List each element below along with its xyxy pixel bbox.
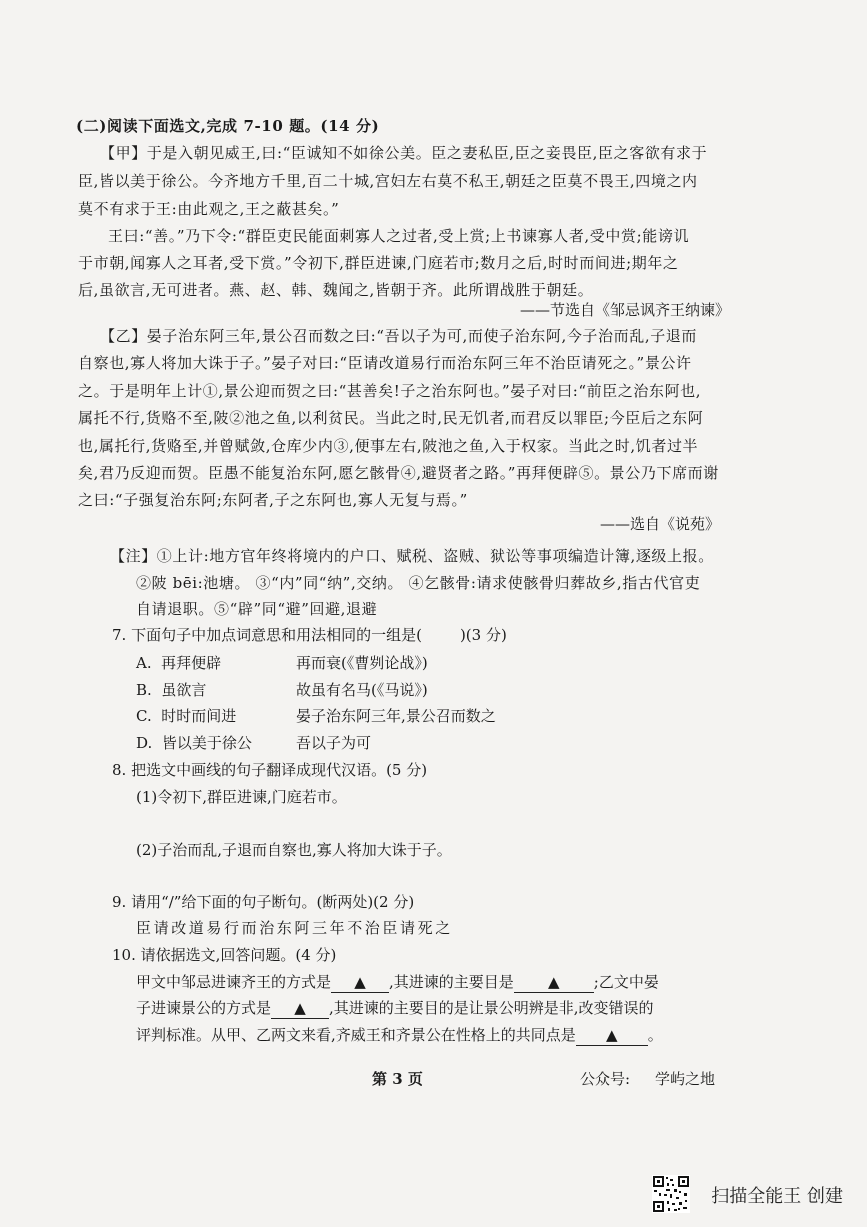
q7-option-c <box>136 706 236 726</box>
jia-source: ——节选自《邹忌讽齐王纳谏》 <box>520 301 731 319</box>
yi-line-3: 之。于是明年上计①,景公迎而贺之曰:“甚善矣!子之治东阿也。”晏子对曰:“前臣之治东阿也, <box>78 382 702 400</box>
q10-line-2 <box>136 998 654 1019</box>
option-left-text: 虽欲言 <box>161 681 207 699</box>
public-account-name: 学屿之地 <box>655 1070 716 1088</box>
q10-line-3 <box>136 1025 663 1046</box>
yi-line-4: 属托不行,货赂不至,陂②池之鱼,以利贫民。当此之时,民无饥者,而君反以罪臣;今臣后之东阿 <box>78 409 704 427</box>
option-left-text: 皆以美于徐公 <box>161 734 252 752</box>
q7-option-c-right: 晏子治东阿三年,景公召而数之 <box>296 707 496 725</box>
jia-line-2: 臣,皆以美于徐公。今齐地方千里,百二十城,宫妇左右莫不私王,朝廷之臣莫不畏王,四境之内 <box>78 172 698 190</box>
qr-code-icon <box>652 1175 690 1213</box>
jia-line-6: 后,虽欲言,无可进者。燕、赵、韩、魏闻之,皆朝于齐。此所谓战胜于朝廷。 <box>78 281 594 299</box>
jia-line-3: 莫不有求于王:由此观之,王之蔽甚矣。” <box>78 200 340 218</box>
yi-line-7: 之曰:“子强复治东阿;东阿者,子之东阿也,寡人无复与焉。” <box>78 491 468 509</box>
yi-line-5: 也,属托行,货赂至,并曾赋敛,仓库少内③,便事左右,陂池之鱼,入于权家。当此之时,饥者过半 <box>78 437 699 455</box>
q7-stem <box>112 625 507 645</box>
q10-text: 。 <box>647 1026 663 1044</box>
q8-sentence-1: (1)令初下,群臣进谏,门庭若市。 <box>136 788 347 806</box>
q7-stem-text: 7. 下面句子中加点词意思和用法相同的一组是( <box>112 626 422 644</box>
yi-source: ——选自《说苑》 <box>599 515 720 533</box>
section-heading: (二)阅读下面选文,完成 7-10 题。(14 分) <box>76 117 380 135</box>
jia-line-5: 于市朝,闻寡人之耳者,受下赏。”令初下,群臣进谏,门庭若市;数月之后,时时而间进;期年之 <box>78 254 679 272</box>
option-left-text: 时时而间进 <box>161 707 237 725</box>
option-left-text: 再拜便辟 <box>161 654 222 672</box>
scanner-watermark-text: 扫描全能王 创建 <box>711 1186 843 1207</box>
q7-option-b-right: 故虽有名马(《马说》) <box>296 681 428 699</box>
q10-stem: 10. 请依据选文,回答问题。(4 分) <box>112 946 337 964</box>
q8-sentence-2: (2)子治而乱,子退而自察也,寡人将加大诛于子。 <box>136 841 452 859</box>
q10-text: ,其进谏的主要目是 <box>389 973 514 991</box>
note-line-3: 自请退职。⑤“辟”同“避”回避,退避 <box>136 600 378 618</box>
jia-line-1: 【甲】于是入朝见威王,曰:“臣诚知不如徐公美。臣之妻私臣,臣之妾畏臣,臣之客欲有求于 <box>100 144 708 162</box>
q7-option-b <box>136 680 206 700</box>
yi-line-2: 自察也,寡人将加大诛于子。”晏子对曰:“臣请改道易行而治东阿三年不治臣请死之。”景公许 <box>78 354 692 372</box>
q10-line-1 <box>136 972 659 993</box>
jia-line-4: 王曰:“善。”乃下令:“群臣吏民能面刺寡人之过者,受上赏;上书谏寡人者,受中赏;能谤讥 <box>108 227 690 245</box>
answer-blank-2[interactable]: ▲ <box>514 972 594 993</box>
note-line-1: 【注】①上计:地方官年终将境内的户口、赋税、盗贼、狱讼等事项编造计簿,逐级上报。 <box>110 547 714 565</box>
q7-stem-end: )(3 分) <box>459 626 507 644</box>
q7-option-d-right: 吾以子为可 <box>296 734 372 752</box>
q10-text: 子进谏景公的方式是 <box>136 999 272 1017</box>
q10-text: ;乙文中晏 <box>593 973 659 991</box>
answer-blank-4[interactable]: ▲ <box>576 1025 648 1046</box>
answer-blank-1[interactable]: ▲ <box>331 972 389 993</box>
q10-text: 甲文中邹忌进谏齐王的方式是 <box>136 973 332 991</box>
q8-stem: 8. 把选文中画线的句子翻译成现代汉语。(5 分) <box>112 761 428 779</box>
option-label: B. <box>136 681 152 699</box>
q10-text: ,其进谏的主要目的是让景公明辨是非,改变错误的 <box>329 999 654 1017</box>
yi-line-6: 矣,君乃反迎而贺。臣愚不能复治东阿,愿乞骸骨④,避贤者之路。”再拜便辟⑤。景公乃下席而谢 <box>78 464 719 482</box>
q7-option-a-right: 再而衰(《曹刿论战》) <box>296 654 428 672</box>
option-label: C. <box>136 707 152 725</box>
yi-line-1: 【乙】晏子治东阿三年,景公召而数之曰:“吾以子为可,而使子治东阿,今子治而乱,子退而 <box>100 327 697 345</box>
option-label: D. <box>136 734 153 752</box>
page-number: 第 3 页 <box>372 1070 423 1088</box>
q7-option-a <box>136 653 221 673</box>
q9-sentence: 臣请改道易行而治东阿三年不治臣请死之 <box>136 919 453 937</box>
answer-blank-3[interactable]: ▲ <box>271 998 329 1019</box>
q10-text: 评判标准。从甲、乙两文来看,齐威王和齐景公在性格上的共同点是 <box>136 1026 576 1044</box>
public-account-label: 公众号: <box>580 1070 631 1088</box>
option-label: A. <box>136 654 152 672</box>
note-line-2: ②陂 bēi:池塘。 ③“内”同“纳”,交纳。 ④乞骸骨:请求使骸骨归葬故乡,指古代官吏 <box>136 574 701 592</box>
q7-option-d <box>136 733 252 753</box>
q9-stem: 9. 请用“/”给下面的句子断句。(断两处)(2 分) <box>112 893 415 911</box>
